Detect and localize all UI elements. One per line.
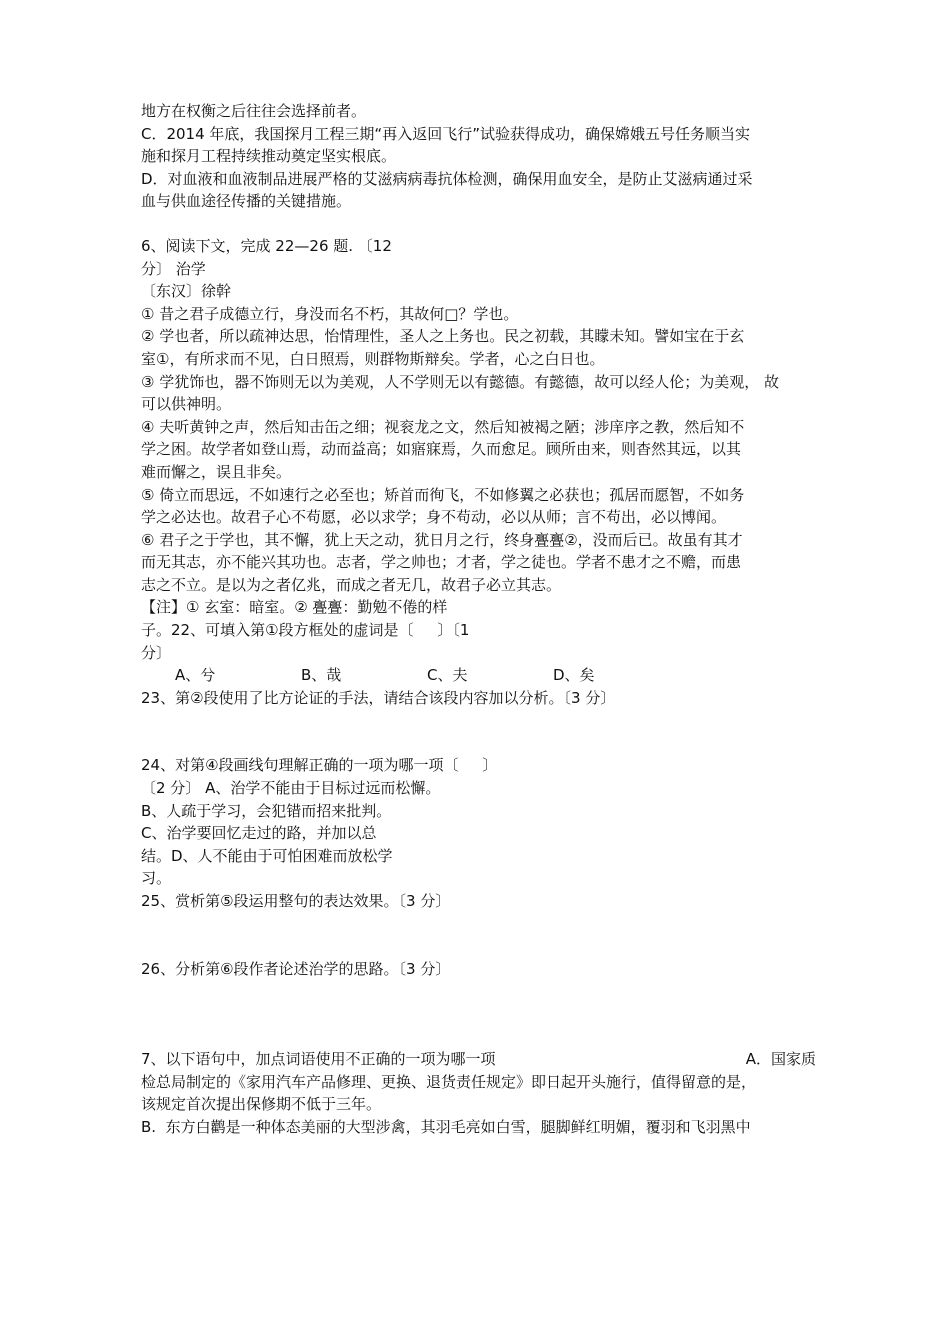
passage-paragraph-4: ④ 夫听黄钟之声，然后知击缶之细；视衮龙之文，然后知被褐之陋；涉庠序之教，然后知不 — [141, 417, 745, 436]
answer-space — [141, 980, 816, 1048]
spacer — [141, 213, 816, 235]
question-25: 25、赏析第⑤段运用整句的表达效果。〔3 分〕 — [141, 892, 451, 910]
passage-author: 〔东汉〕徐幹 — [141, 282, 232, 301]
question-24-option-c: C、治学要回忆走过的路，并加以总 — [141, 824, 377, 843]
question-22-cont: 分〕 — [141, 643, 172, 662]
q6-heading: 6、阅读下文，完成 22—26 题. 〔12 — [141, 236, 392, 255]
question-24-option-d: 结。D、人不能由于可怕困难而放松学 — [141, 846, 393, 865]
question-22: 子。22、可填入第①段方框处的虚词是〔 〕〔1 — [141, 621, 470, 640]
passage-paragraph-3: ③ 学犹饰也，器不饰则无以为美观，人不学则无以有懿德。有懿德，故可以经人伦；为美观， 故 — [141, 372, 779, 391]
q5-option-d-cont: 血与供血途径传播的关键措施。 — [141, 192, 352, 211]
passage-paragraph-2-cont: 室①，有所求而不见，白日照焉，则群物斯辩矣。学者，心之白日也。 — [141, 349, 605, 368]
passage-paragraph-4-cont: 难而懈之，误且非矣。 — [141, 462, 292, 481]
passage-paragraph-5: ⑤ 倚立而思远，不如速行之必至也；矫首而徇飞，不如修翼之必获也；孤居而愿智，不如务 — [141, 485, 745, 504]
option-c: C、夫 — [427, 666, 468, 685]
passage-paragraph-1: ① 昔之君子成德立行，身没而名不朽，其故何□？学也。 — [141, 304, 519, 323]
q7-option-a: 检总局制定的《家用汽车产品修理、更换、退货责任规定》即日起开头施行，值得留意的是， — [141, 1072, 757, 1091]
q7-heading-row — [141, 1048, 816, 1071]
passage-paragraph-5-cont: 学之必达也。故君子心不苟愿，必以求学；身不苟动，必以从师；言不苟出，必以博闻。 — [141, 508, 727, 527]
q5-tail-line: 地方在权衡之后往往会选择前者。 — [141, 102, 367, 120]
question-24: 24、对第④段画线句理解正确的一项为哪一项〔 〕 — [141, 756, 498, 775]
q7-heading: 7、以下语句中，加点词语使用不正确的一项为哪一项 — [141, 1050, 496, 1069]
q6-heading-cont: 分〕 治学 — [141, 259, 206, 278]
question-26: 26、分析第⑥段作者论述治学的思路。〔3 分〕 — [141, 959, 451, 978]
option-a: A、兮 — [175, 666, 216, 685]
option-b: B、哉 — [301, 666, 342, 685]
passage-note: 【注】① 玄室：暗室。② 亹亹：勤勉不倦的样 — [141, 598, 448, 617]
question-24-cont: 〔2 分〕 A、治学不能由于目标过远而松懈。 — [141, 779, 441, 798]
question-24-option-d-cont: 习。 — [141, 869, 172, 888]
q5-option-c: C．2014 年底，我国探月工程三期“再入返回飞行”试验获得成功，确保嫦娥五号任务顺当实 — [141, 124, 750, 143]
question-24-option-b: B、人疏于学习，会犯错而招来批判。 — [141, 801, 392, 820]
answer-space — [141, 709, 816, 754]
option-d: D、矣 — [553, 666, 595, 685]
q7-option-b: B. 东方白鹳是一种体态美丽的大型涉禽，其羽毛亮如白雪，腿脚鲜红明媚，覆羽和飞羽黑中 — [141, 1117, 751, 1136]
answer-space — [141, 913, 816, 958]
q7-option-a-cont: 该规定首次提出保修期不低于三年。 — [141, 1095, 382, 1114]
passage-paragraph-2: ② 学也者，所以疏神达思，怡情理性，圣人之上务也。民之初载，其矇未知。譬如宝在于玄 — [141, 327, 745, 346]
question-22-options — [141, 664, 816, 687]
passage-paragraph-6: ⑥ 君子之于学也，其不懈，犹上天之动，犹日月之行，终身亹亹②，没而后已。故虽有其才 — [141, 530, 743, 549]
passage-paragraph-6-cont: 志之不立。是以为之者亿兆，而成之者无几，故君子必立其志。 — [141, 575, 562, 594]
q5-option-d: D．对血液和血液制品进展严格的艾滋病病毒抗体检测，确保用血安全，是防止艾滋病通过采 — [141, 169, 753, 188]
passage-paragraph-3-cont: 可以供神明。 — [141, 395, 232, 414]
passage-paragraph-4-cont: 学之困。故学者如登山焉，动而益高；如寤寐焉，久而愈足。顾所由来，则杳然其远，以其 — [141, 440, 742, 459]
document-page — [141, 100, 816, 1139]
question-23: 23、第②段使用了比方论证的手法，请结合该段内容加以分析。〔3 分〕 — [141, 688, 616, 707]
q5-option-c-cont: 施和探月工程持续推动奠定坚实根底。 — [141, 147, 397, 166]
passage-paragraph-6-cont: 而无其志，亦不能兴其功也。志者，学之帅也；才者，学之徒也。学者不患才之不赡，而患 — [141, 553, 742, 572]
q7-option-a-start: A．国家质 — [745, 1050, 816, 1069]
